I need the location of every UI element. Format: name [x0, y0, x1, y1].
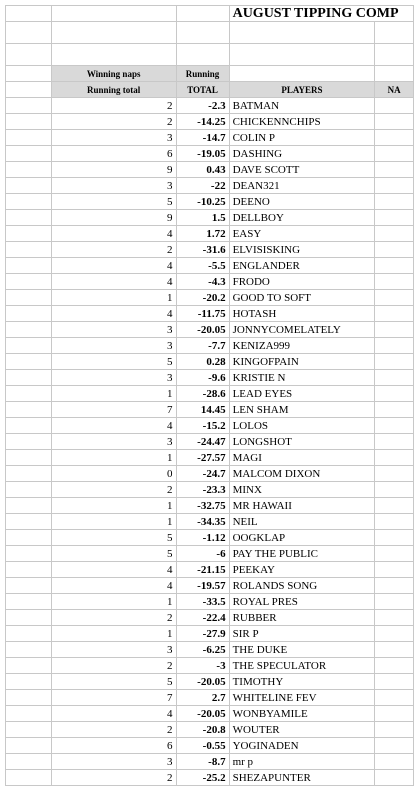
cell[interactable] [6, 610, 52, 626]
cell[interactable] [6, 402, 52, 418]
player-cell[interactable]: NEIL [229, 514, 375, 530]
cell[interactable] [375, 626, 414, 642]
tipping-table [5, 5, 414, 786]
cell[interactable] [375, 530, 414, 546]
player-cell[interactable]: DEENO [229, 194, 375, 210]
naps-cell[interactable]: 5 [51, 546, 176, 562]
player-cell[interactable]: SHEZAPUNTER [229, 770, 375, 786]
cell[interactable] [6, 562, 52, 578]
cell[interactable] [51, 22, 176, 44]
cell[interactable] [375, 22, 414, 44]
table-row [6, 402, 414, 418]
cell[interactable] [6, 322, 52, 338]
cell[interactable] [375, 690, 414, 706]
cell[interactable] [6, 674, 52, 690]
naps-cell[interactable]: 0 [51, 466, 176, 482]
cell[interactable] [375, 146, 414, 162]
cell[interactable] [6, 82, 52, 98]
player-cell[interactable]: GOOD TO SOFT [229, 290, 375, 306]
naps-cell[interactable]: 1 [51, 626, 176, 642]
player-cell[interactable]: THE DUKE [229, 642, 375, 658]
naps-cell[interactable]: 3 [51, 754, 176, 770]
total-cell[interactable]: -9.6 [176, 370, 229, 386]
player-cell[interactable]: PEEKAY [229, 562, 375, 578]
total-cell[interactable]: 14.45 [176, 402, 229, 418]
naps-cell[interactable]: 1 [51, 386, 176, 402]
player-cell[interactable]: ROYAL PRES [229, 594, 375, 610]
player-cell[interactable]: FRODO [229, 274, 375, 290]
player-cell[interactable]: THE SPECULATOR [229, 658, 375, 674]
total-cell[interactable]: -5.5 [176, 258, 229, 274]
header-row-2 [6, 82, 414, 98]
total-cell[interactable]: -20.8 [176, 722, 229, 738]
total-cell[interactable]: -24.7 [176, 466, 229, 482]
cell[interactable] [229, 22, 375, 44]
header-players[interactable]: PLAYERS [229, 82, 375, 98]
total-cell[interactable]: -20.05 [176, 674, 229, 690]
cell[interactable] [375, 178, 414, 194]
naps-cell[interactable]: 2 [51, 658, 176, 674]
cell[interactable] [375, 546, 414, 562]
cell[interactable] [375, 242, 414, 258]
naps-cell[interactable]: 4 [51, 226, 176, 242]
table-row [6, 610, 414, 626]
cell[interactable] [375, 210, 414, 226]
naps-cell[interactable]: 4 [51, 562, 176, 578]
player-cell[interactable]: RUBBER [229, 610, 375, 626]
cell[interactable] [375, 482, 414, 498]
table-row [6, 498, 414, 514]
total-cell[interactable]: -25.2 [176, 770, 229, 786]
cell[interactable] [6, 354, 52, 370]
player-cell[interactable]: MAGI [229, 450, 375, 466]
cell[interactable] [375, 162, 414, 178]
player-cell[interactable]: LEN SHAM [229, 402, 375, 418]
player-cell[interactable]: DELLBOY [229, 210, 375, 226]
cell[interactable] [6, 146, 52, 162]
cell[interactable] [375, 322, 414, 338]
cell[interactable] [229, 44, 375, 66]
total-cell[interactable]: -22 [176, 178, 229, 194]
table-row [6, 98, 414, 114]
cell[interactable] [6, 290, 52, 306]
player-cell[interactable]: mr p [229, 754, 375, 770]
cell[interactable] [6, 6, 52, 22]
cell[interactable] [375, 658, 414, 674]
cell[interactable] [375, 306, 414, 322]
player-cell[interactable]: BATMAN [229, 98, 375, 114]
cell[interactable] [6, 242, 52, 258]
cell[interactable] [6, 514, 52, 530]
table-row [6, 546, 414, 562]
player-cell[interactable]: KENIZA999 [229, 338, 375, 354]
total-cell[interactable]: -34.35 [176, 514, 229, 530]
total-cell[interactable]: -1.12 [176, 530, 229, 546]
table-row [6, 114, 414, 130]
cell[interactable] [375, 434, 414, 450]
cell[interactable] [6, 706, 52, 722]
player-cell[interactable]: YOGINADEN [229, 738, 375, 754]
header-na[interactable]: NA [375, 82, 414, 98]
table-row [6, 482, 414, 498]
player-cell[interactable]: WHITELINE FEV [229, 690, 375, 706]
player-cell[interactable]: MALCOM DIXON [229, 466, 375, 482]
cell[interactable] [375, 44, 414, 66]
table-row [6, 354, 414, 370]
blank-row [6, 22, 414, 44]
total-cell[interactable]: -27.57 [176, 450, 229, 466]
cell[interactable] [6, 770, 52, 786]
player-cell[interactable]: DEAN321 [229, 178, 375, 194]
total-cell[interactable]: -11.75 [176, 306, 229, 322]
naps-cell[interactable]: 4 [51, 258, 176, 274]
cell[interactable] [6, 626, 52, 642]
player-cell[interactable]: SIR P [229, 626, 375, 642]
player-cell[interactable]: LOLOS [229, 418, 375, 434]
table-row [6, 370, 414, 386]
cell[interactable] [375, 290, 414, 306]
naps-cell[interactable]: 2 [51, 770, 176, 786]
total-cell[interactable]: -15.2 [176, 418, 229, 434]
table-row [6, 450, 414, 466]
player-cell[interactable]: ENGLANDER [229, 258, 375, 274]
cell[interactable] [375, 354, 414, 370]
cell[interactable] [6, 434, 52, 450]
cell[interactable] [375, 194, 414, 210]
total-cell[interactable]: -28.6 [176, 386, 229, 402]
naps-cell[interactable]: 9 [51, 162, 176, 178]
total-cell[interactable]: 0.43 [176, 162, 229, 178]
cell[interactable] [6, 690, 52, 706]
cell[interactable] [6, 66, 52, 82]
total-cell[interactable]: -20.05 [176, 706, 229, 722]
table-row [6, 722, 414, 738]
total-cell[interactable]: 1.72 [176, 226, 229, 242]
total-cell[interactable]: -2.3 [176, 98, 229, 114]
total-cell[interactable]: -6.25 [176, 642, 229, 658]
naps-cell[interactable]: 6 [51, 738, 176, 754]
cell[interactable] [375, 226, 414, 242]
naps-cell[interactable]: 3 [51, 370, 176, 386]
table-row [6, 178, 414, 194]
cell[interactable] [375, 114, 414, 130]
naps-cell[interactable]: 3 [51, 178, 176, 194]
table-row [6, 226, 414, 242]
header-total[interactable]: TOTAL [176, 82, 229, 98]
table-row [6, 418, 414, 434]
cell[interactable] [6, 338, 52, 354]
player-cell[interactable]: LONGSHOT [229, 434, 375, 450]
naps-cell[interactable]: 1 [51, 594, 176, 610]
player-cell[interactable]: PAY THE PUBLIC [229, 546, 375, 562]
total-cell[interactable]: -33.5 [176, 594, 229, 610]
cell[interactable] [51, 44, 176, 66]
naps-cell[interactable]: 5 [51, 354, 176, 370]
cell[interactable] [375, 674, 414, 690]
header-running[interactable]: Running [176, 66, 229, 82]
table-row [6, 754, 414, 770]
table-row [6, 258, 414, 274]
cell[interactable] [6, 546, 52, 562]
cell[interactable] [375, 98, 414, 114]
title-row [6, 6, 414, 22]
cell[interactable] [6, 482, 52, 498]
player-cell[interactable]: EASY [229, 226, 375, 242]
header-winning-naps[interactable]: Winning naps [51, 66, 176, 82]
naps-cell[interactable]: 7 [51, 690, 176, 706]
table-row [6, 194, 414, 210]
cell[interactable] [375, 562, 414, 578]
cell[interactable] [6, 306, 52, 322]
total-cell[interactable]: -8.7 [176, 754, 229, 770]
cell[interactable] [375, 258, 414, 274]
table-row [6, 130, 414, 146]
cell[interactable] [6, 22, 52, 44]
cell[interactable] [375, 466, 414, 482]
naps-cell[interactable]: 4 [51, 418, 176, 434]
cell[interactable] [6, 114, 52, 130]
total-cell[interactable]: -4.3 [176, 274, 229, 290]
table-row [6, 338, 414, 354]
cell[interactable] [375, 274, 414, 290]
total-cell[interactable]: -32.75 [176, 498, 229, 514]
table-row [6, 466, 414, 482]
naps-cell[interactable]: 2 [51, 98, 176, 114]
table-row [6, 210, 414, 226]
naps-cell[interactable]: 4 [51, 578, 176, 594]
table-row [6, 146, 414, 162]
cell[interactable] [6, 162, 52, 178]
cell[interactable] [6, 578, 52, 594]
cell[interactable] [375, 402, 414, 418]
cell[interactable] [6, 498, 52, 514]
total-cell[interactable]: -7.7 [176, 338, 229, 354]
table-row [6, 162, 414, 178]
total-cell[interactable]: -20.2 [176, 290, 229, 306]
cell[interactable] [375, 338, 414, 354]
cell[interactable] [6, 658, 52, 674]
cell[interactable] [176, 22, 229, 44]
sheet-title[interactable]: AUGUST TIPPING COMP [229, 6, 413, 22]
cell[interactable] [375, 578, 414, 594]
total-cell[interactable]: -20.05 [176, 322, 229, 338]
naps-cell[interactable]: 6 [51, 146, 176, 162]
naps-cell[interactable]: 4 [51, 306, 176, 322]
player-cell[interactable]: COLIN P [229, 130, 375, 146]
naps-cell[interactable]: 2 [51, 242, 176, 258]
table-row [6, 706, 414, 722]
naps-cell[interactable]: 4 [51, 706, 176, 722]
naps-cell[interactable]: 3 [51, 338, 176, 354]
cell[interactable] [375, 722, 414, 738]
cell[interactable] [375, 418, 414, 434]
cell[interactable] [6, 642, 52, 658]
player-cell[interactable]: MINX [229, 482, 375, 498]
naps-cell[interactable]: 5 [51, 530, 176, 546]
cell[interactable] [176, 6, 229, 22]
total-cell[interactable]: -24.47 [176, 434, 229, 450]
player-cell[interactable]: MR HAWAII [229, 498, 375, 514]
cell[interactable] [6, 386, 52, 402]
blank-row [6, 44, 414, 66]
table-row [6, 738, 414, 754]
cell[interactable] [375, 706, 414, 722]
cell[interactable] [6, 194, 52, 210]
table-row [6, 562, 414, 578]
cell[interactable] [51, 6, 176, 22]
table-row [6, 578, 414, 594]
cell[interactable] [229, 66, 375, 82]
total-cell[interactable]: -6 [176, 546, 229, 562]
naps-cell[interactable]: 1 [51, 450, 176, 466]
total-cell[interactable]: -19.57 [176, 578, 229, 594]
table-row [6, 530, 414, 546]
naps-cell[interactable]: 9 [51, 210, 176, 226]
naps-cell[interactable]: 7 [51, 402, 176, 418]
cell[interactable] [375, 754, 414, 770]
table-row [6, 674, 414, 690]
naps-cell[interactable]: 3 [51, 322, 176, 338]
cell[interactable] [6, 226, 52, 242]
table-row [6, 594, 414, 610]
total-cell[interactable]: 2.7 [176, 690, 229, 706]
cell[interactable] [6, 418, 52, 434]
cell[interactable] [176, 44, 229, 66]
naps-cell[interactable]: 1 [51, 514, 176, 530]
player-cell[interactable]: WOUTER [229, 722, 375, 738]
cell[interactable] [6, 754, 52, 770]
naps-cell[interactable]: 2 [51, 610, 176, 626]
naps-cell[interactable]: 2 [51, 114, 176, 130]
naps-cell[interactable]: 5 [51, 674, 176, 690]
cell[interactable] [375, 130, 414, 146]
naps-cell[interactable]: 4 [51, 274, 176, 290]
table-row [6, 322, 414, 338]
player-cell[interactable]: CHICKENNCHIPS [229, 114, 375, 130]
total-cell[interactable]: -19.05 [176, 146, 229, 162]
cell[interactable] [6, 722, 52, 738]
cell[interactable] [375, 370, 414, 386]
cell[interactable] [375, 610, 414, 626]
cell[interactable] [375, 594, 414, 610]
player-cell[interactable]: OOGKLAP [229, 530, 375, 546]
cell[interactable] [375, 738, 414, 754]
player-cell[interactable]: TIMOTHY [229, 674, 375, 690]
total-cell[interactable]: -14.25 [176, 114, 229, 130]
cell[interactable] [6, 738, 52, 754]
cell[interactable] [6, 274, 52, 290]
naps-cell[interactable]: 3 [51, 642, 176, 658]
total-cell[interactable]: -14.7 [176, 130, 229, 146]
total-cell[interactable]: -27.9 [176, 626, 229, 642]
naps-cell[interactable]: 2 [51, 722, 176, 738]
cell[interactable] [375, 450, 414, 466]
player-cell[interactable]: HOTASH [229, 306, 375, 322]
cell[interactable] [6, 530, 52, 546]
table-row [6, 434, 414, 450]
table-row [6, 274, 414, 290]
naps-cell[interactable]: 1 [51, 498, 176, 514]
player-cell[interactable]: WONBYAMILE [229, 706, 375, 722]
total-cell[interactable]: 0.28 [176, 354, 229, 370]
cell[interactable] [6, 450, 52, 466]
cell[interactable] [6, 258, 52, 274]
total-cell[interactable]: -23.3 [176, 482, 229, 498]
player-cell[interactable]: DASHING [229, 146, 375, 162]
table-row [6, 306, 414, 322]
total-cell[interactable]: -0.55 [176, 738, 229, 754]
cell[interactable] [6, 594, 52, 610]
total-cell[interactable]: -31.6 [176, 242, 229, 258]
table-row [6, 290, 414, 306]
total-cell[interactable]: -10.25 [176, 194, 229, 210]
cell[interactable] [6, 98, 52, 114]
cell[interactable] [6, 130, 52, 146]
naps-cell[interactable]: 5 [51, 194, 176, 210]
table-row [6, 642, 414, 658]
total-cell[interactable]: -21.15 [176, 562, 229, 578]
table-row [6, 386, 414, 402]
player-cell[interactable]: JONNYCOMELATELY [229, 322, 375, 338]
cell[interactable] [6, 178, 52, 194]
player-cell[interactable]: ELVISISKING [229, 242, 375, 258]
table-row [6, 770, 414, 786]
cell[interactable] [6, 210, 52, 226]
naps-cell[interactable]: 3 [51, 434, 176, 450]
cell[interactable] [375, 642, 414, 658]
cell[interactable] [375, 498, 414, 514]
table-row [6, 242, 414, 258]
table-row [6, 690, 414, 706]
total-cell[interactable]: -22.4 [176, 610, 229, 626]
naps-cell[interactable]: 2 [51, 482, 176, 498]
naps-cell[interactable]: 3 [51, 130, 176, 146]
player-cell[interactable]: DAVE SCOTT [229, 162, 375, 178]
total-cell[interactable]: 1.5 [176, 210, 229, 226]
cell[interactable] [6, 44, 52, 66]
cell[interactable] [6, 370, 52, 386]
cell[interactable] [375, 386, 414, 402]
cell[interactable] [375, 770, 414, 786]
table-row [6, 626, 414, 642]
cell[interactable] [375, 514, 414, 530]
player-cell[interactable]: ROLANDS SONG [229, 578, 375, 594]
header-row-1 [6, 66, 414, 82]
total-cell[interactable]: -3 [176, 658, 229, 674]
table-row [6, 658, 414, 674]
naps-cell[interactable]: 1 [51, 290, 176, 306]
header-running-total[interactable]: Running total [51, 82, 176, 98]
player-cell[interactable]: KRISTIE N [229, 370, 375, 386]
player-cell[interactable]: KINGOFPAIN [229, 354, 375, 370]
player-cell[interactable]: LEAD EYES [229, 386, 375, 402]
table-row [6, 514, 414, 530]
cell[interactable] [6, 466, 52, 482]
cell[interactable] [375, 66, 414, 82]
